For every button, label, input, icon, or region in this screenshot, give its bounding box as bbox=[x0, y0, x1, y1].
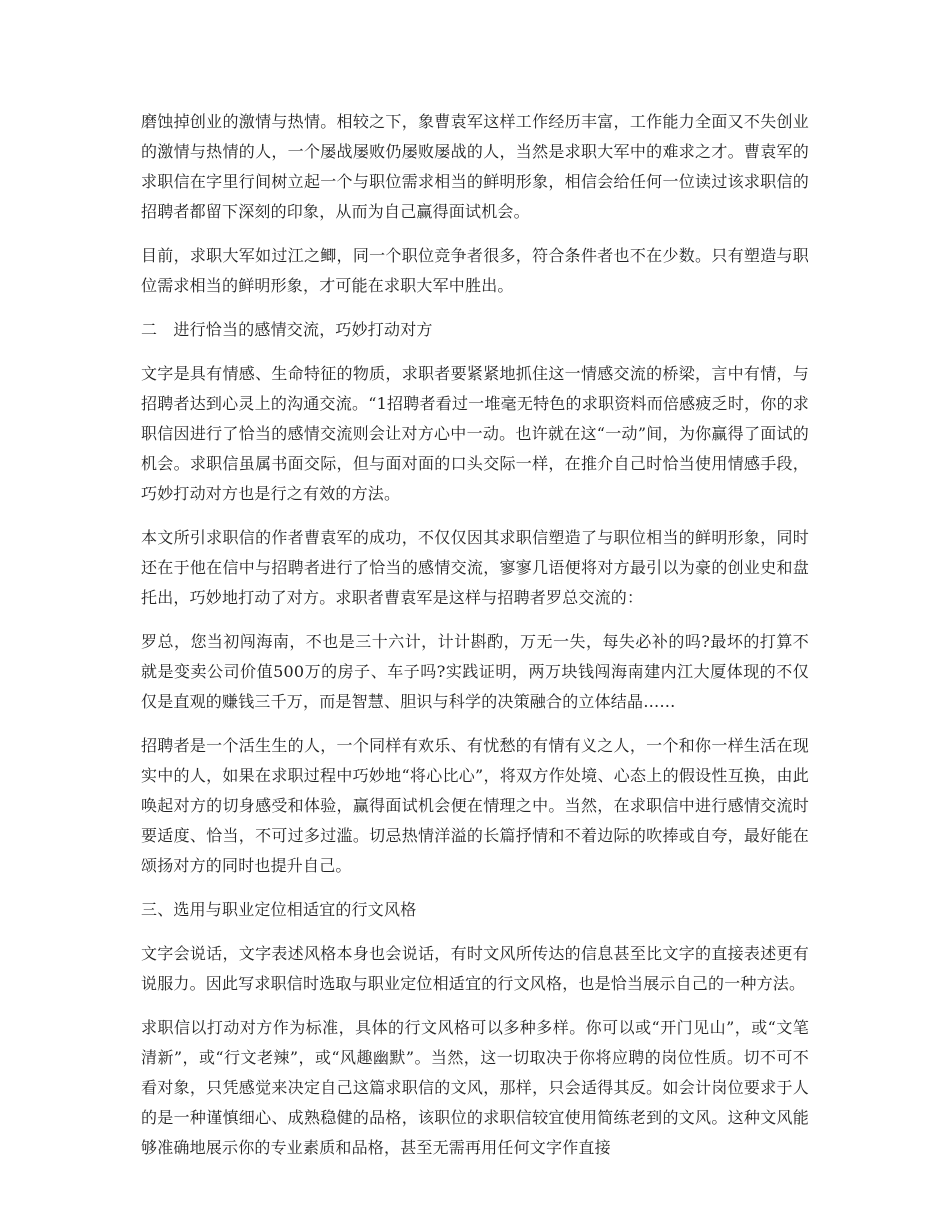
document-body bbox=[141, 107, 809, 1177]
paragraph: 文字是具有情感、生命特征的物质，求职者要紧紧地抓住这一情感交流的桥梁，言中有情，与招聘者达到心灵上的沟通交流。“1招聘者看过一堆毫无特色的求职资料而倍感疲乏时，你的求职信因进行了恰当的感情交流则会让对方心中一动。也许就在这“一动”间，为你赢得了面试的机会。求职信虽属书面交际，但与面对面的口头交际一样，在推介自己时恰当使用情感手段，巧妙打动对方也是行之有效的方法。 bbox=[141, 364, 809, 503]
paragraph: 求职信以打动对方作为标准，具体的行文风格可以多种多样。你可以或“开门见山”，或“文笔清新”，或“行文老辣”，或“风趣幽默”。当然，这一切取决于你将应聘的岗位性质。切不可不看对象，只凭感觉来决定自己这篇求职信的文风，那样，只会适得其反。如会计岗位要求于人的是一种谨慎细心、成熟稳健的品格，该职位的求职信较宜使用简练老到的文风。这种文风能够准确地展示你的专业素质和品格，甚至无需再用任何文字作直接 bbox=[141, 1018, 809, 1157]
paragraph: 文字会说话，文字表述风格本身也会说话，有时文风所传达的信息甚至比文字的直接表述更有说服力。因此写求职信时选取与职业定位相适宜的行文风格，也是恰当展示自己的一种方法。 bbox=[141, 944, 809, 993]
paragraph: 目前，求职大军如过江之鲫，同一个职位竞争者很多，符合条件者也不在少数。只有塑造与职位需求相当的鲜明形象，才可能在求职大军中胜出。 bbox=[141, 246, 809, 295]
section-heading: 二 进行恰当的感情交流，巧妙打动对方 bbox=[141, 320, 433, 339]
paragraph: 本文所引求职信的作者曹袁军的成功，不仅仅因其求职信塑造了与职位相当的鲜明形象，同时还在于他在信中与招聘者进行了恰当的感情交流，寥寥几语便将对方最引以为豪的创业史和盘托出，巧妙地打动了对方。求职者曹袁军是这样与招聘者罗总交流的： bbox=[141, 528, 809, 607]
section-heading: 三、选用与职业定位相适宜的行文风格 bbox=[141, 900, 417, 919]
paragraph: 磨蚀掉创业的激情与热情。相较之下，象曹袁军这样工作经历丰富，工作能力全面又不失创业的激情与热情的人，一个屡战屡败仍屡败屡战的人，当然是求职大军中的难求之才。曹袁军的求职信在字里行间树立起一个与职位需求相当的鲜明形象，相信会给任何一位读过该求职信的招聘者都留下深刻的印象，从而为自己赢得面试机会。 bbox=[141, 112, 809, 221]
quote-paragraph: 罗总，您当初闯海南，不也是三十六计，计计斟酌，万无一失，每失必补的吗?最坏的打算不就是变卖公司价值500万的房子、车子吗?实践证明，两万块钱闯海南建内江大厦体现的不仅仅是直观的赚钱三千万，而是智慧、胆识与科学的决策融合的立体结晶…… bbox=[141, 632, 809, 711]
paragraph: 招聘者是一个活生生的人，一个同样有欢乐、有忧愁的有情有义之人，一个和你一样生活在现实中的人，如果在求职过程中巧妙地“将心比心”，将双方作处境、心态上的假设性互换，由此唤起对方的切身感受和体验，赢得面试机会便在情理之中。当然，在求职信中进行感情交流时要适度、恰当，不可过多过滥。切忌热情洋溢的长篇抒情和不着边际的吹捧或自夸，最好能在颂扬对方的同时也提升自己。 bbox=[141, 736, 809, 875]
